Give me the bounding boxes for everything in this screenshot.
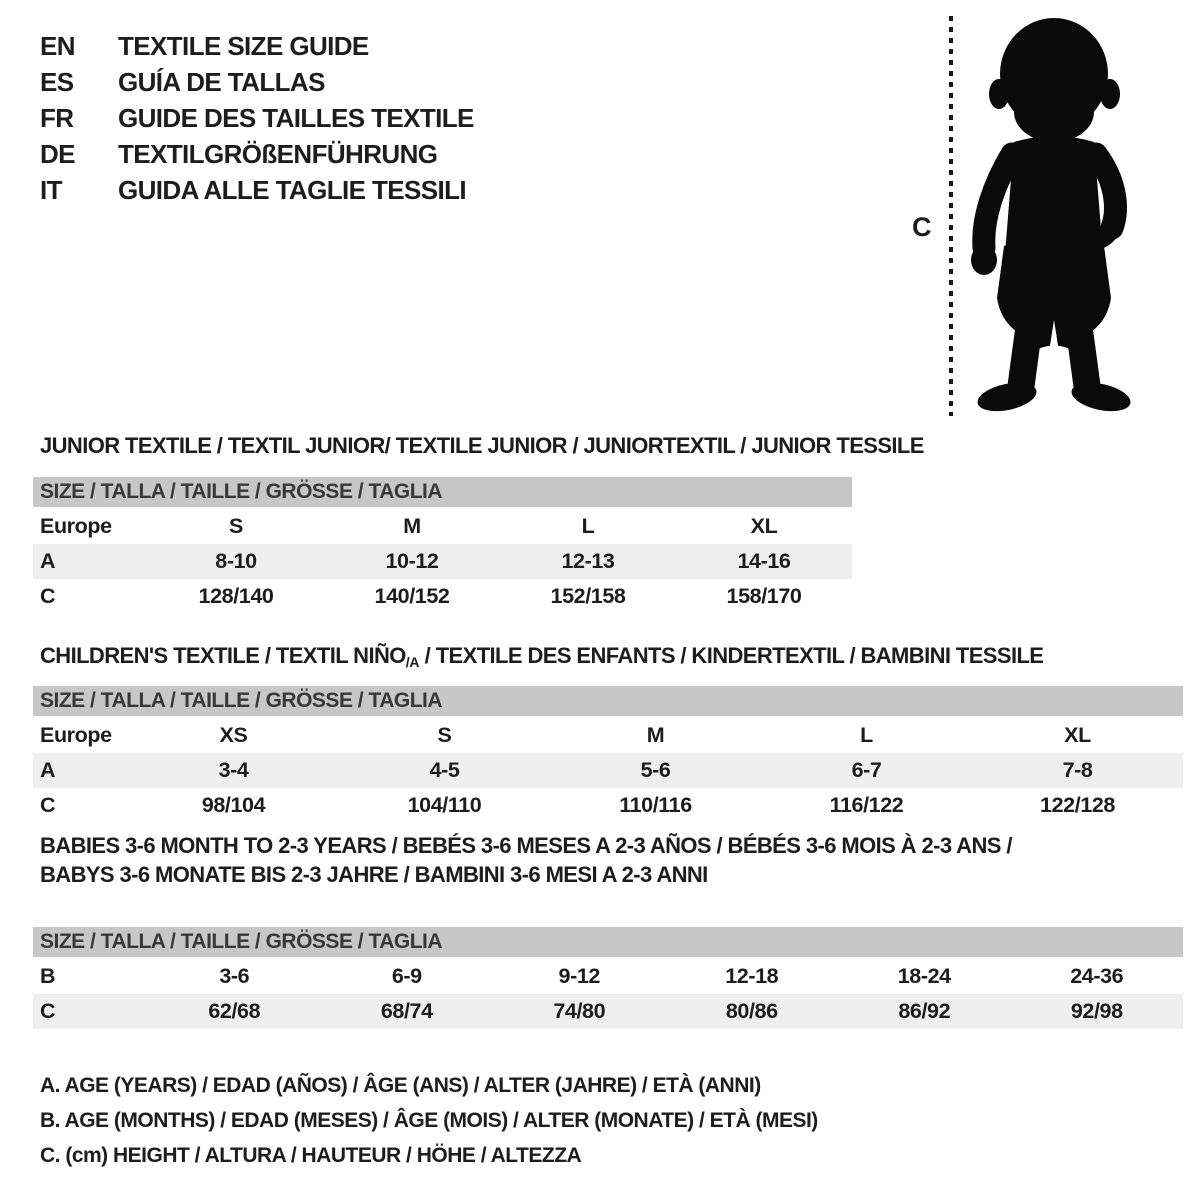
height-cell: 152/158 <box>550 584 626 608</box>
language-row <box>40 28 474 64</box>
height-cell: 128/140 <box>198 584 274 608</box>
table-header-band <box>33 686 1183 716</box>
babies-size-table <box>33 927 1183 1029</box>
language-row <box>40 172 474 208</box>
baby-silhouette <box>962 16 1138 416</box>
children-section-title <box>40 643 1043 670</box>
table-row <box>33 788 1183 823</box>
height-cell: 104/110 <box>407 793 482 817</box>
children-size-table <box>33 686 1183 823</box>
table-row <box>33 579 852 614</box>
row-label: C <box>40 793 56 817</box>
age-cell: 24-36 <box>1070 964 1124 988</box>
babies-section-title-line1: BABIES 3-6 MONTH TO 2-3 YEARS / BEBÉS 3-6 MESES A 2-3 AÑOS / BÉBÉS 3-6 MOIS À 2-3 ANS / <box>40 833 1012 858</box>
age-cell: 7-8 <box>1062 758 1093 782</box>
language-list <box>40 28 474 208</box>
row-label: B <box>40 964 56 988</box>
dotted-measure-line <box>949 16 953 416</box>
language-code: FR <box>40 102 74 133</box>
age-cell: 10-12 <box>385 549 439 573</box>
size-header-label: SIZE / TALLA / TAILLE / GRÖSSE / TAGLIA <box>40 689 443 712</box>
row-label: C <box>40 584 56 608</box>
children-title-text: / TEXTILE DES ENFANTS / KINDERTEXTIL / BAMBINI TESSILE <box>419 643 1044 668</box>
age-cell: 3-4 <box>218 758 249 782</box>
height-measure-label: C <box>912 212 932 242</box>
row-label: C <box>40 999 56 1023</box>
language-title: GUÍA DE TALLAS <box>118 66 325 97</box>
age-cell: 12-13 <box>561 549 615 573</box>
row-label: A <box>40 549 56 573</box>
size-cell: XL <box>1064 723 1091 747</box>
row-label: Europe <box>40 723 112 747</box>
language-row <box>40 100 474 136</box>
age-cell: 14-16 <box>737 549 791 573</box>
height-cell: 110/116 <box>619 793 692 817</box>
language-code: EN <box>40 30 75 61</box>
language-code: ES <box>40 66 74 97</box>
age-cell: 18-24 <box>897 964 951 988</box>
language-title: TEXTILE SIZE GUIDE <box>118 30 369 61</box>
age-cell: 4-5 <box>429 758 460 782</box>
height-cell: 158/170 <box>726 584 802 608</box>
language-row <box>40 136 474 172</box>
footnote-a: A. AGE (YEARS) / EDAD (AÑOS) / ÂGE (ANS) / ALTER (JAHRE) / ETÀ (ANNI) <box>40 1074 761 1097</box>
age-cell: 3-6 <box>219 964 250 988</box>
size-cell: XS <box>219 723 248 747</box>
height-cell: 92/98 <box>1070 999 1123 1023</box>
language-title: TEXTILGRÖßENFÜHRUNG <box>118 138 438 169</box>
table-row <box>33 753 1183 788</box>
size-header-label: SIZE / TALLA / TAILLE / GRÖSSE / TAGLIA <box>40 480 443 503</box>
table-header-band <box>33 927 1183 957</box>
age-cell: 6-7 <box>851 758 882 782</box>
table-row <box>33 718 1183 753</box>
size-cell: M <box>403 514 421 538</box>
height-cell: 140/152 <box>374 584 450 608</box>
table-row <box>33 959 1183 994</box>
junior-section-title: JUNIOR TEXTILE / TEXTIL JUNIOR/ TEXTILE JUNIOR / JUNIORTEXTIL / JUNIOR TESSILE <box>40 433 924 458</box>
size-header-label: SIZE / TALLA / TAILLE / GRÖSSE / TAGLIA <box>40 930 443 953</box>
language-code: IT <box>40 174 62 205</box>
table-row <box>33 509 852 544</box>
table-row <box>33 544 852 579</box>
size-cell: S <box>437 723 452 747</box>
age-cell: 6-9 <box>391 964 422 988</box>
footnote-legend <box>40 1068 818 1173</box>
children-title-text: CHILDREN'S TEXTILE / TEXTIL NIÑO <box>40 643 406 668</box>
age-cell: 5-6 <box>640 758 671 782</box>
language-title: GUIDA ALLE TAGLIE TESSILI <box>118 174 467 205</box>
size-cell: XL <box>750 514 778 538</box>
children-title-subscript: /A <box>405 654 420 670</box>
height-cell: 86/92 <box>898 999 951 1023</box>
size-cell: M <box>646 723 665 747</box>
language-row <box>40 64 474 100</box>
height-cell: 116/122 <box>829 793 904 817</box>
language-title: GUIDE DES TAILLES TEXTILE <box>118 102 474 133</box>
age-cell: 8-10 <box>215 549 257 573</box>
language-code: DE <box>40 138 75 169</box>
height-cell: 80/86 <box>725 999 778 1023</box>
junior-size-table <box>33 477 852 614</box>
height-cell: 122/128 <box>1040 793 1115 817</box>
height-cell: 68/74 <box>380 999 433 1023</box>
row-label: Europe <box>40 514 112 538</box>
table-row <box>33 994 1183 1029</box>
height-cell: 74/80 <box>553 999 606 1023</box>
table-header-band <box>33 477 852 507</box>
size-cell: L <box>581 514 595 538</box>
row-label: A <box>40 758 56 782</box>
babies-section-title-line2: BABYS 3-6 MONATE BIS 2-3 JAHRE / BAMBINI 3-6 MESI A 2-3 ANNI <box>40 862 708 887</box>
height-cell: 98/104 <box>201 793 266 817</box>
size-cell: L <box>860 723 873 747</box>
size-cell: S <box>229 514 243 538</box>
age-cell: 9-12 <box>558 964 600 988</box>
footnote-b: B. AGE (MONTHS) / EDAD (MESES) / ÂGE (MOIS) / ALTER (MONATE) / ETÀ (MESI) <box>40 1109 818 1132</box>
footnote-c: C. (cm) HEIGHT / ALTURA / HAUTEUR / HÖHE / ALTEZZA <box>40 1144 582 1167</box>
height-cell: 62/68 <box>208 999 261 1023</box>
age-cell: 12-18 <box>725 964 779 988</box>
